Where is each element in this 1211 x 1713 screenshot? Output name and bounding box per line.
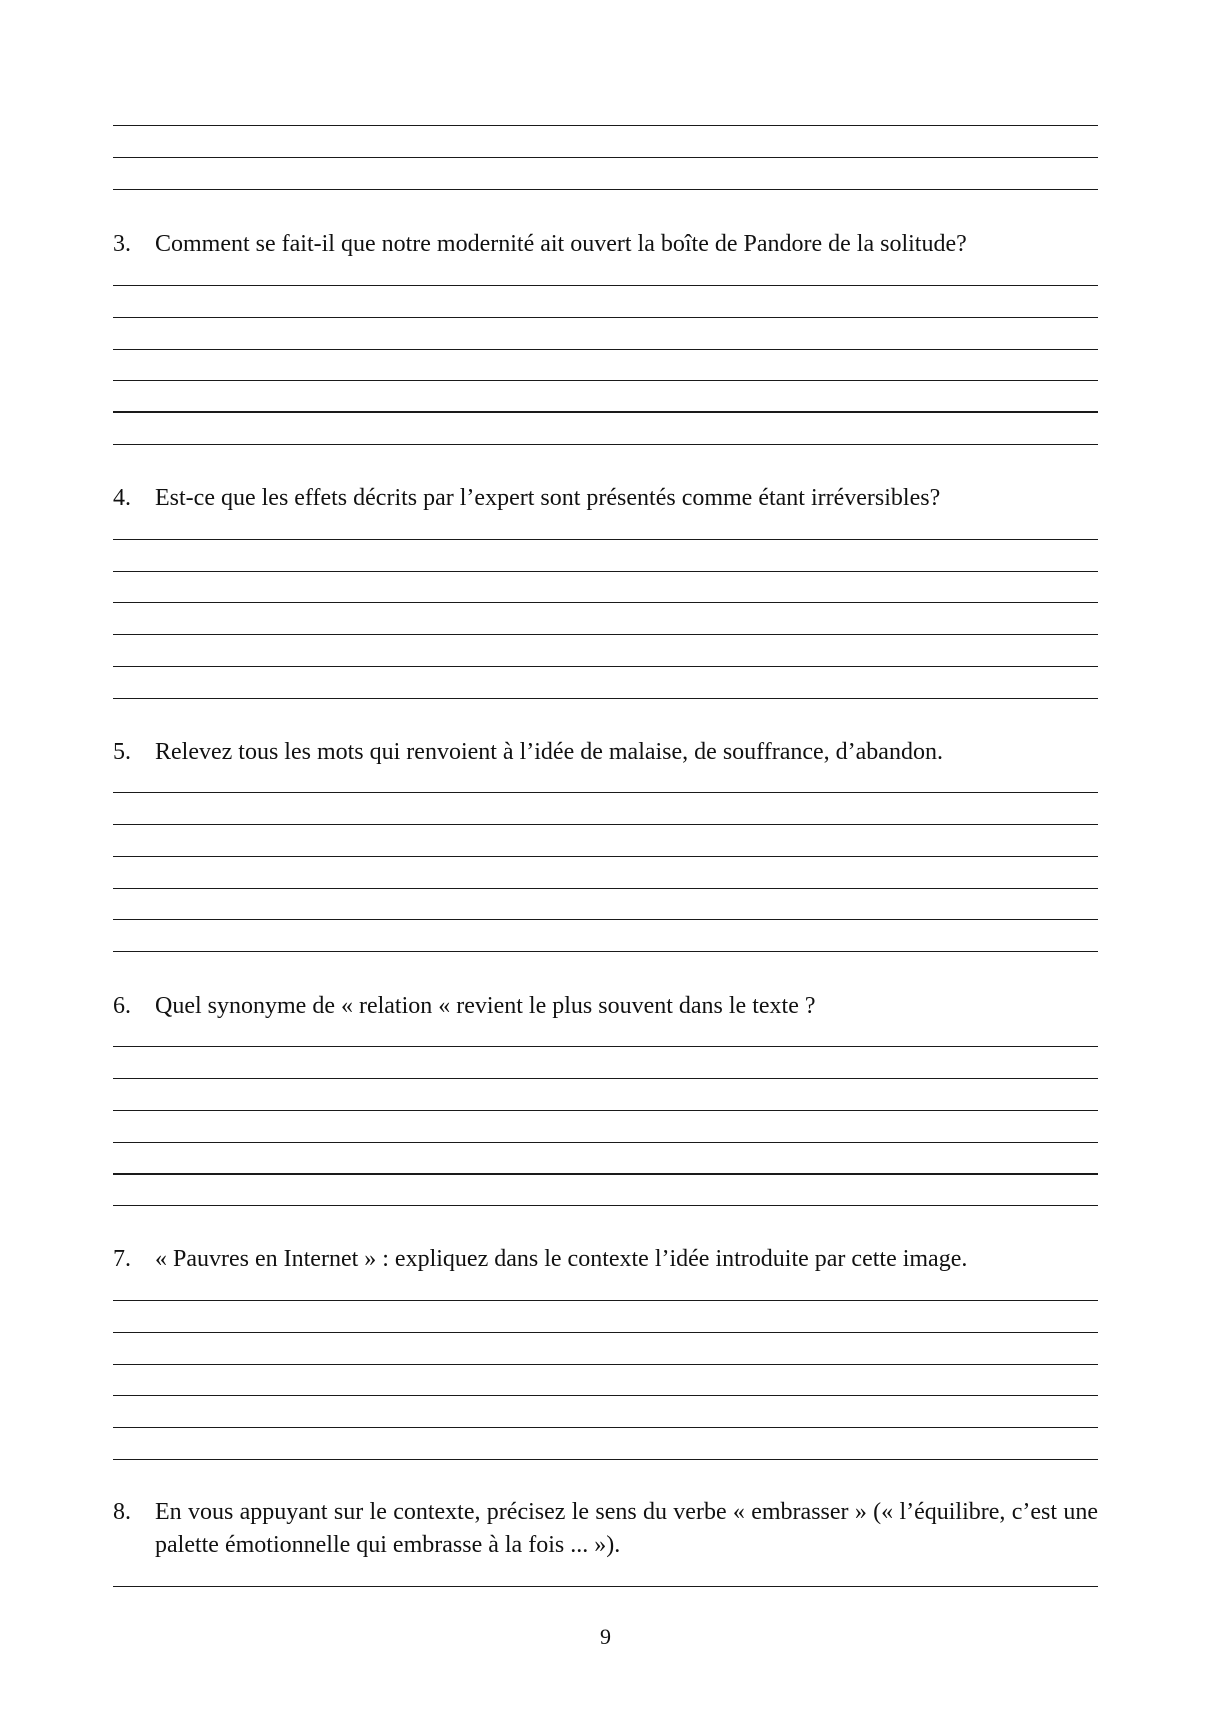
answer-line xyxy=(113,539,1098,540)
page-number: 9 xyxy=(600,1624,611,1649)
question-text: Relevez tous les mots qui renvoient à l’idée de malaise, de souffrance, d’abandon. xyxy=(155,739,943,765)
question-4 xyxy=(113,482,1098,515)
question-6 xyxy=(113,990,1098,1023)
question-number: 3. xyxy=(113,231,131,257)
answer-line xyxy=(113,856,1098,857)
answer-line xyxy=(113,285,1098,286)
answer-line xyxy=(113,317,1098,318)
answer-line xyxy=(113,1364,1098,1365)
question-5 xyxy=(113,736,1098,769)
answer-line xyxy=(113,1427,1098,1428)
answer-line xyxy=(113,1332,1098,1333)
answer-line xyxy=(113,157,1098,158)
answer-line xyxy=(113,189,1098,190)
answer-line xyxy=(113,1459,1098,1460)
question-text: Est-ce que les effets décrits par l’expert sont présentés comme étant irréversibles? xyxy=(155,485,941,511)
answer-line xyxy=(113,1173,1098,1175)
answer-line xyxy=(113,125,1098,126)
answer-line xyxy=(113,380,1098,381)
question-number: 6. xyxy=(113,993,131,1019)
answer-line xyxy=(113,888,1098,889)
answer-line xyxy=(113,1586,1098,1587)
answer-line xyxy=(113,349,1098,350)
question-7 xyxy=(113,1243,1098,1276)
question-number: 4. xyxy=(113,485,131,511)
answer-line xyxy=(113,698,1098,699)
answer-line xyxy=(113,919,1098,920)
answer-line xyxy=(113,1046,1098,1047)
question-text: En vous appuyant sur le contexte, précisez le sens du verbe « embrasser » (« l’équilibre, c’est une palette émotionnelle qui embrasse à la fois ... »). xyxy=(155,1499,1098,1558)
question-number: 5. xyxy=(113,739,131,765)
answer-line xyxy=(113,634,1098,635)
answer-line xyxy=(113,571,1098,572)
answer-line xyxy=(113,792,1098,793)
answer-line xyxy=(113,951,1098,952)
answer-line xyxy=(113,602,1098,603)
question-number: 7. xyxy=(113,1246,131,1272)
question-3 xyxy=(113,228,1098,261)
answer-line xyxy=(113,1142,1098,1143)
answer-line xyxy=(113,824,1098,825)
question-number: 8. xyxy=(113,1499,131,1525)
question-text: « Pauvres en Internet » : expliquez dans le contexte l’idée introduite par cette image. xyxy=(155,1246,968,1272)
answer-line xyxy=(113,1300,1098,1301)
question-text: Quel synonyme de « relation « revient le plus souvent dans le texte ? xyxy=(155,993,816,1019)
answer-line xyxy=(113,1110,1098,1111)
question-text: Comment se fait-il que notre modernité ait ouvert la boîte de Pandore de la solitude? xyxy=(155,231,967,257)
answer-line xyxy=(113,1078,1098,1079)
question-8 xyxy=(113,1496,1098,1562)
answer-line xyxy=(113,411,1098,413)
answer-line xyxy=(113,444,1098,445)
answer-line xyxy=(113,1395,1098,1396)
answer-line xyxy=(113,666,1098,667)
answer-line xyxy=(113,1205,1098,1206)
